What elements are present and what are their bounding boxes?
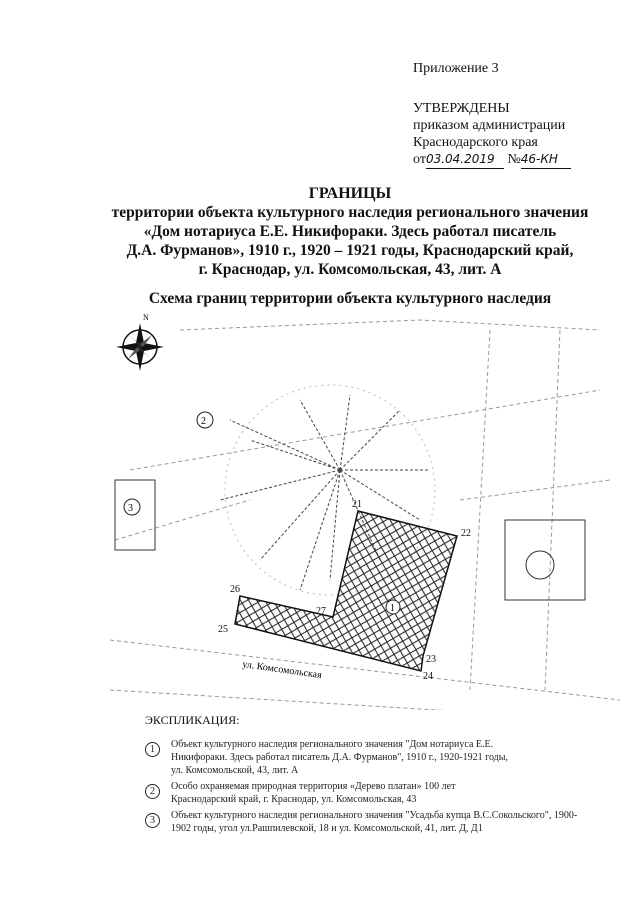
title-line-1: территории объекта культурного наследия регионального значения [111, 204, 589, 221]
svg-text:22: 22 [461, 528, 471, 539]
order-label: приказом администрации [413, 118, 566, 133]
svg-text:3: 3 [128, 503, 133, 514]
legend-number: 1 [145, 742, 160, 757]
title-line-4: г. Краснодар, ул. Комсомольская, 43, лит. А [198, 261, 502, 278]
boundary-map [0, 310, 640, 710]
svg-text:21: 21 [352, 499, 362, 510]
legend-number: 2 [145, 784, 160, 799]
appendix-label: Приложение 3 [413, 61, 499, 76]
legend-number: 3 [145, 813, 160, 828]
region-label: Краснодарского края [413, 135, 538, 150]
legend-text: Объект культурного наследия регионального значения "Усадьба купца В.С.Сокольского", 1900-1902 годы, угол ул.Рашпилевской, 18 и ул. Комсомольской, 41, лит. Д, Д1 [171, 810, 578, 834]
number-value: 46-КН [521, 151, 571, 169]
document-heading: ГРАНИЦЫ [308, 185, 392, 202]
scheme-title: Схема границ территории объекта культурного наследия [148, 290, 552, 307]
date-line [413, 151, 571, 169]
svg-text:25: 25 [218, 624, 228, 635]
legend-text: Объект культурного наследия регионального значения "Дом нотариуса Е.Е. Никифораки. Здесь работал писатель Д.А. Фурманов", 1910 г., 1920-1921 годы, ул. Комсомольской, 43, лит. А [171, 739, 508, 776]
svg-text:26: 26 [230, 584, 240, 595]
street-label: ул. Комсомольская [241, 659, 323, 682]
legend-heading: ЭКСПЛИКАЦИЯ: [145, 713, 240, 727]
territory-boundary [235, 511, 457, 671]
svg-text:2: 2 [201, 416, 206, 427]
date-prefix: от [413, 152, 426, 167]
title-line-2: «Дом нотариуса Е.Е. Никифораки. Здесь работал писатель [143, 223, 557, 240]
north-label: N [143, 313, 149, 322]
legend-text: Особо охраняемая природная территория «Дерево платан» 100 лет Краснодарский край, г. Краснодар, ул. Комсомольская, 43 [171, 781, 456, 805]
svg-text:27: 27 [316, 606, 326, 617]
number-prefix: № [507, 152, 521, 167]
svg-text:1: 1 [390, 603, 395, 614]
compass-icon [116, 313, 164, 371]
date-value: 03.04.2019 [426, 151, 504, 169]
title-line-3: Д.А. Фурманов», 1910 г., 1920 – 1921 годы, Краснодарский край, [126, 242, 574, 259]
svg-text:23: 23 [426, 654, 436, 665]
approved-label: УТВЕРЖДЕНЫ [413, 101, 510, 116]
svg-text:24: 24 [423, 671, 433, 682]
